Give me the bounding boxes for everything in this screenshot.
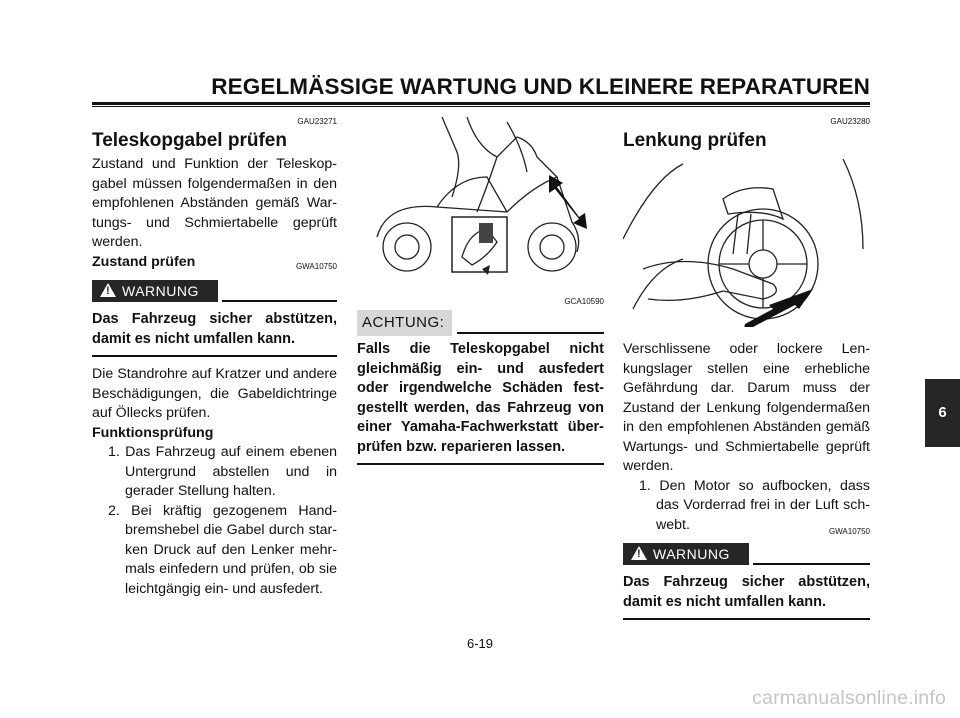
- section-code: GAU23271: [297, 117, 337, 126]
- caution-text: Falls die Teleskopgabel nicht gleichmäßig ein- und ausfedert oder irgendwelche Schäden festgestellt werden, das Fahrzeug von einer Yamaha-Fachwerkstatt überprüfen bzw. reparieren lassen.: [357, 341, 604, 455]
- watermark: carmanualsonline.info: [752, 687, 946, 709]
- warning-box: [92, 262, 337, 304]
- exclamation-icon: !: [637, 548, 642, 560]
- page-number: 6-19: [466, 636, 494, 651]
- warning-end-rule: [92, 355, 337, 357]
- header-rule-thin: [92, 106, 870, 107]
- intro-paragraph: Zustand und Funktion der Teleskopgabel müssen folgendermaßen in den empfohlenen Abständen gemäß Wartungs- und Schmiertabelle geprüft werden.: [92, 156, 337, 250]
- steering-paragraph: Verschlissene oder lockere Lenkungslager stellen eine erhebliche Gefährdung dar. Darum muss der Zustand der Lenkung folgendermaßen in den empfohlenen Abständen gemäß Wartungs- und Schmiertabelle geprüft werden.: [623, 341, 870, 474]
- exclamation-icon: !: [106, 285, 111, 297]
- warning-text: Das Fahrzeug sicher abstützen, damit es nicht umfallen kann.: [92, 311, 337, 347]
- warning-code: GWA10750: [828, 527, 870, 536]
- list-item: 1. Den Motor so aufbocken, dass das Vorderrad frei in der Luft schwebt.: [639, 477, 870, 533]
- caution-label: ACHTUNG:: [357, 310, 452, 336]
- section-title: Lenkung prüfen: [623, 130, 767, 151]
- warning-label: [623, 543, 749, 565]
- subheading-zustand: Zustand prüfen: [92, 253, 196, 270]
- warning-label: [92, 280, 218, 302]
- list-item: 2. Bei kräftig gezogenem Handbremshebel die Gabel durch starken Druck auf den Lenker mehrmals einfedern und prüfen, ob sie leichtgängig ein- und ausfedert.: [108, 502, 337, 597]
- subheading-funktion: Funktionsprüfung: [92, 424, 214, 441]
- scooter-fork-illustration: [357, 117, 604, 282]
- warning-label-text: WARNUNG: [653, 546, 730, 562]
- caution-code: GCA10590: [564, 297, 604, 306]
- caution-rule: [457, 332, 604, 334]
- warning-code: GWA10750: [295, 262, 337, 271]
- left-column: [92, 117, 337, 599]
- warning-label-text: WARNUNG: [122, 283, 199, 299]
- caution-end-rule: [357, 463, 604, 465]
- middle-column: [357, 117, 604, 465]
- right-column: [623, 117, 870, 620]
- header-rule: [92, 102, 870, 105]
- warning-rule: [222, 300, 337, 302]
- caution-box: [357, 310, 604, 340]
- steps-list: [92, 443, 337, 599]
- inspection-paragraph: Die Standrohre auf Kratzer und andere Beschädigungen, die Gabeldichtringe auf Öllecks prüfen.: [92, 366, 337, 421]
- warning-text: Das Fahrzeug sicher abstützen, damit es nicht umfallen kann.: [623, 574, 870, 610]
- warning-rule: [753, 563, 870, 565]
- section-title: Teleskopgabel prüfen: [92, 130, 287, 151]
- page-header-title: REGELMÄSSIGE WARTUNG UND KLEINERE REPARATUREN: [211, 74, 870, 99]
- steering-check-illustration: [623, 159, 870, 327]
- warning-box: [623, 527, 870, 567]
- list-item: 1. Das Fahrzeug auf einem ebenen Untergrund abstellen und in gerader Stellung halten.: [108, 444, 337, 499]
- section-code: GAU23280: [830, 117, 870, 126]
- chapter-tab: 6: [925, 379, 960, 447]
- warning-end-rule: [623, 618, 870, 620]
